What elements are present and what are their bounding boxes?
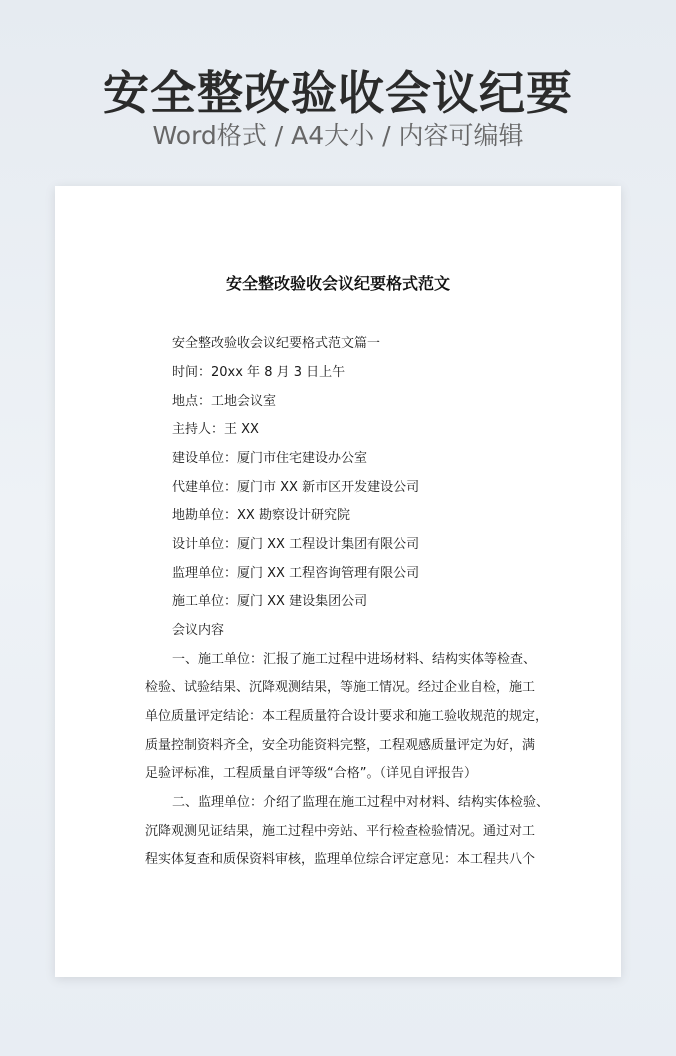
design-unit: 设计单位：厦门 XX 工程设计集团有限公司 (172, 537, 420, 552)
survey-unit: 地勘单位：XX 勘察设计研究院 (172, 508, 350, 523)
paragraph-line: 质量控制资料齐全，安全功能资料完整，工程观感质量评定为好，满 (145, 738, 536, 753)
contractor-unit: 施工单位：厦门 XX 建设集团公司 (172, 594, 368, 609)
paragraph-line: 检验、试验结果、沉降观测结果，等施工情况。经过企业自检，施工 (145, 680, 536, 695)
paragraph-line: 程实体复查和质保资料审核，监理单位综合评定意见：本工程共八个 (145, 852, 536, 867)
paragraph-line: 二、监理单位：介绍了监理在施工过程中对材料、结构实体检验、 (172, 795, 550, 810)
meeting-content-heading: 会议内容 (172, 623, 225, 638)
construction-unit: 建设单位：厦门市住宅建设办公室 (172, 451, 368, 466)
agent-unit: 代建单位：厦门市 XX 新市区开发建设公司 (172, 480, 420, 495)
paragraph-line: 沉降观测见证结果，施工过程中旁站、平行检查检验情况。通过对工 (145, 824, 536, 839)
paragraph-line: 一、施工单位：汇报了施工过程中进场材料、结构实体等检查、 (172, 652, 537, 667)
banner-subtitle: Word格式 / A4大小 / 内容可编辑 (152, 121, 524, 150)
supervision-unit: 监理单位：厦门 XX 工程咨询管理有限公司 (172, 566, 420, 581)
meeting-location: 地点：工地会议室 (172, 394, 277, 409)
document-page (55, 186, 621, 977)
paragraph-line: 单位质量评定结论：本工程质量符合设计要求和施工验收规范的规定， (145, 709, 549, 724)
meeting-time: 时间：20xx 年 8 月 3 日上午 (172, 365, 346, 380)
paragraph-line: 足验评标准，工程质量自评等级“合格”。（详见自评报告） (145, 766, 477, 781)
section-heading: 安全整改验收会议纪要格式范文篇一 (172, 336, 381, 351)
banner-title: 安全整改验收会议纪要 (103, 66, 573, 120)
meeting-host: 主持人：王 XX (172, 422, 259, 437)
document-title: 安全整改验收会议纪要格式范文 (225, 274, 450, 293)
